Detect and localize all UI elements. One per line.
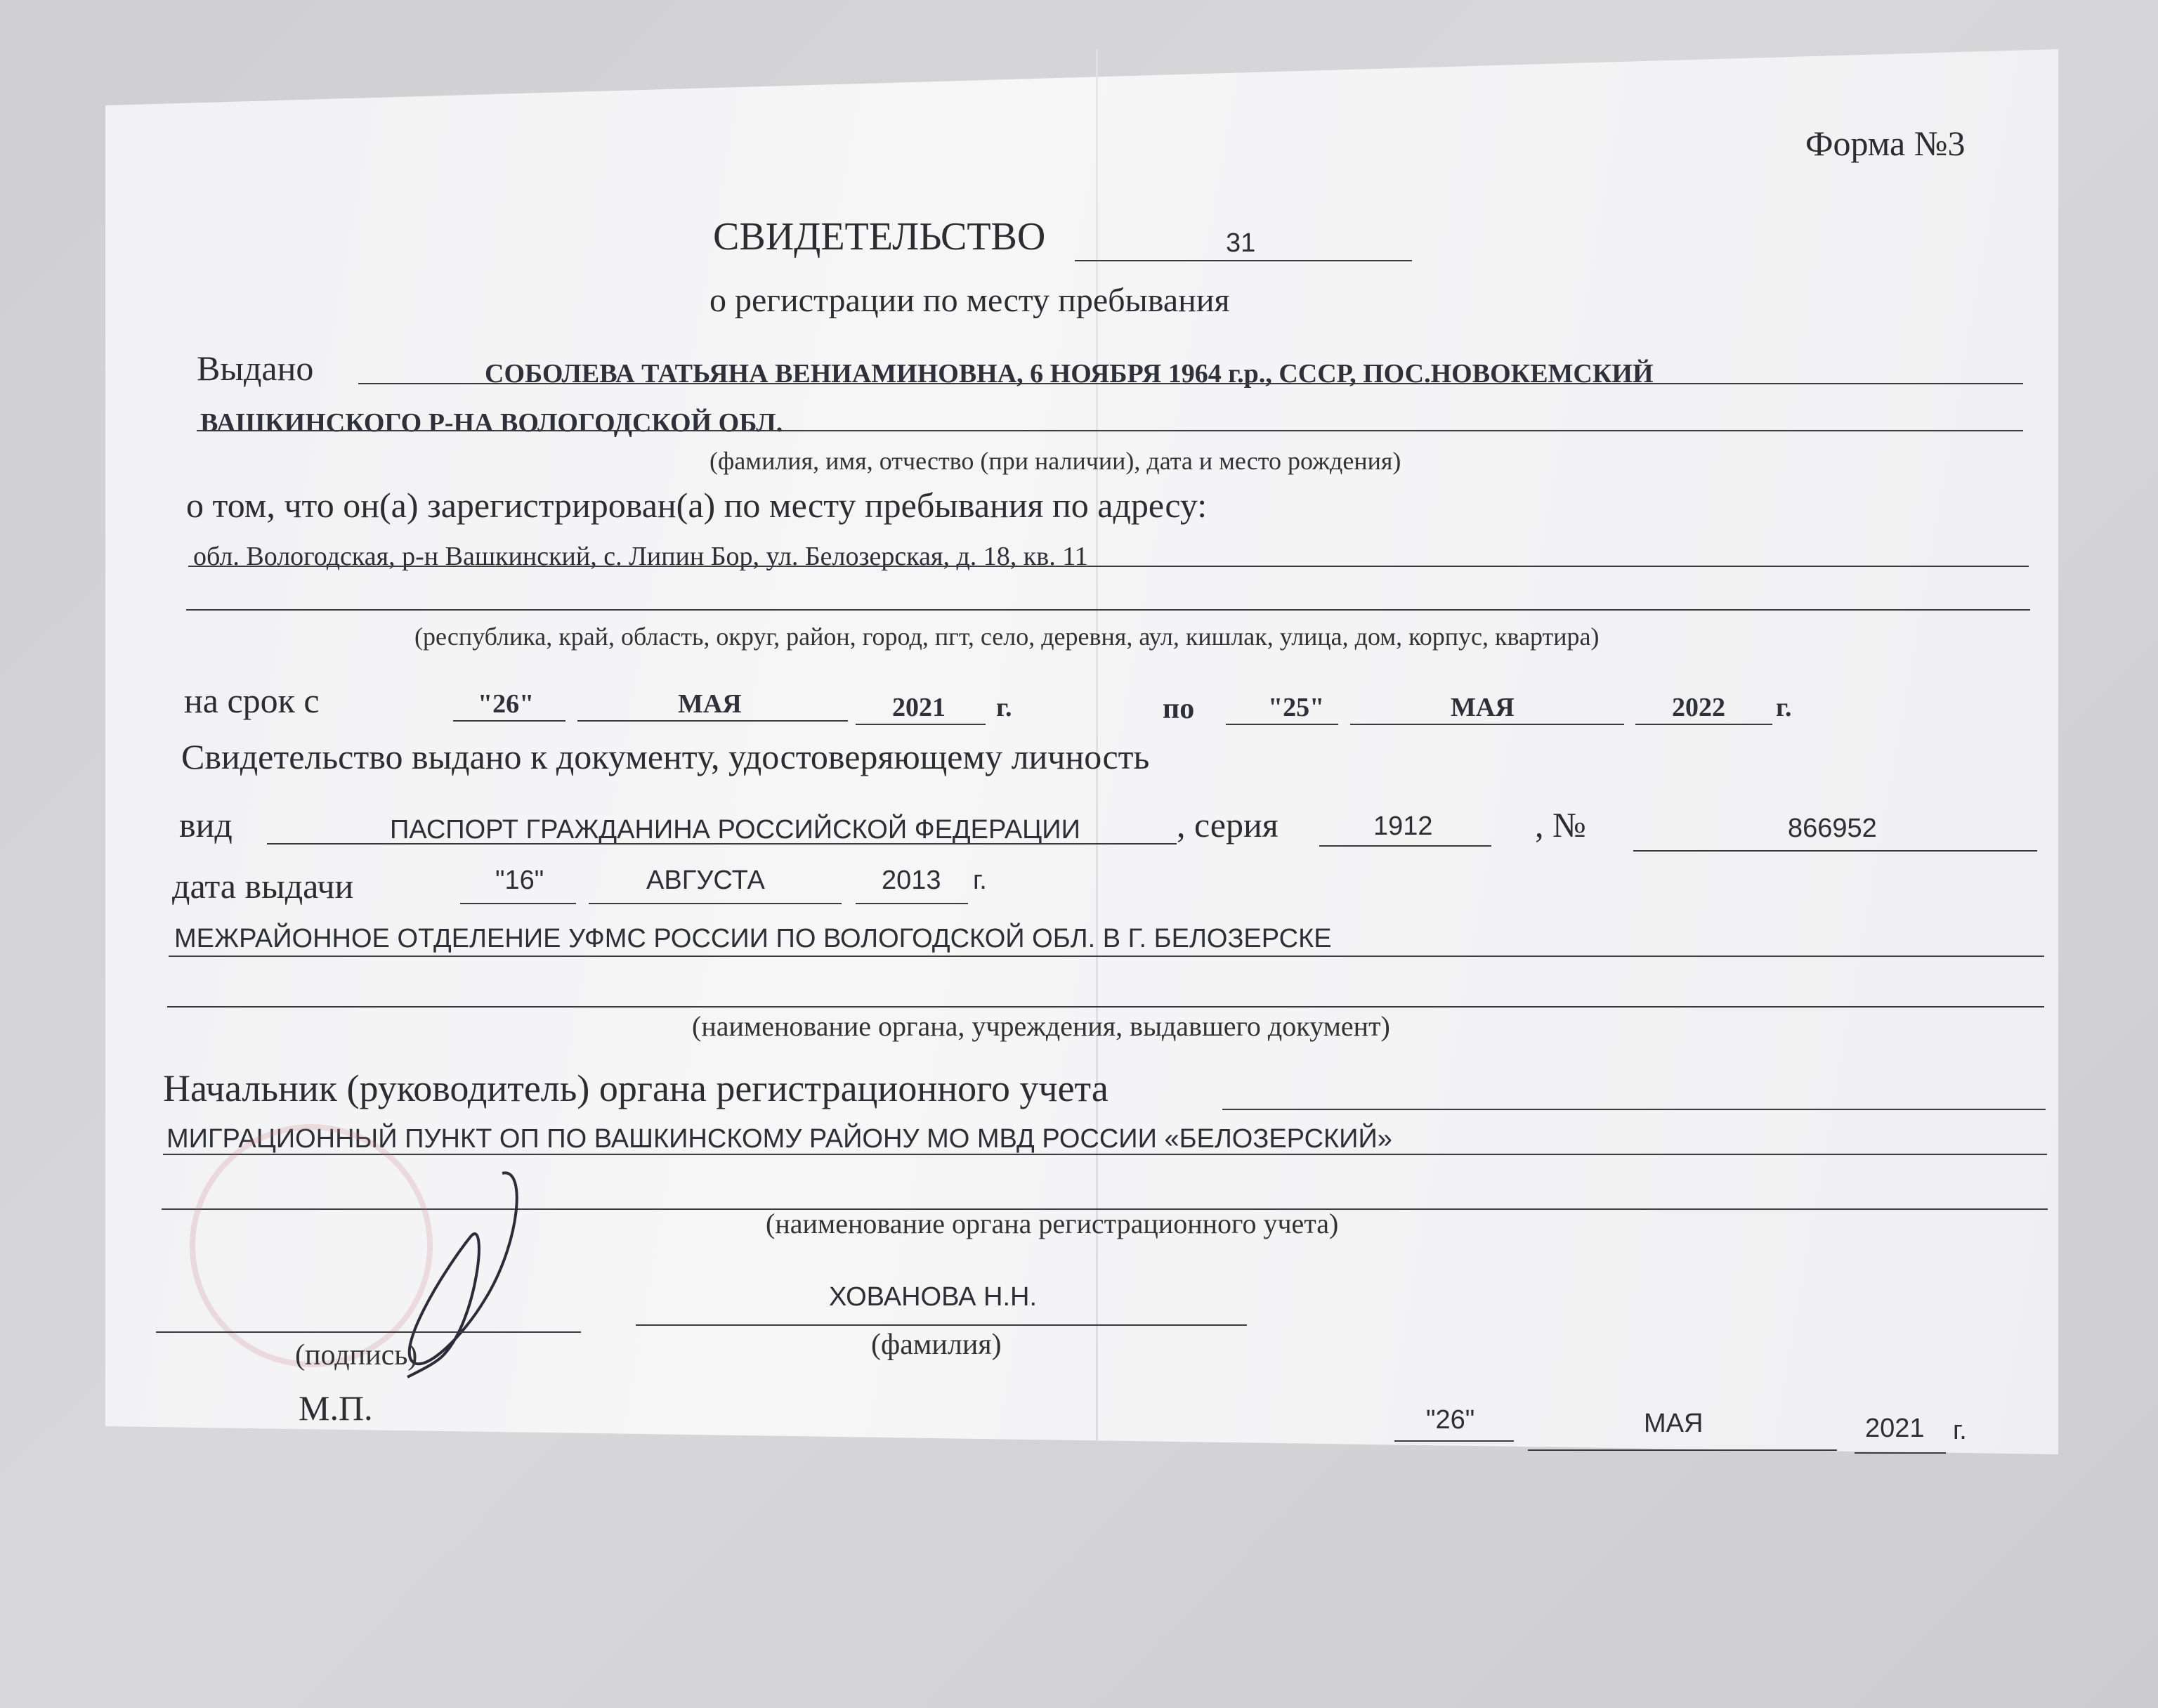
signature-caption: (подпись) — [295, 1339, 418, 1371]
sign-date-day-line — [1394, 1440, 1514, 1442]
term-label: на срок с — [184, 681, 320, 720]
address-underline — [188, 566, 2029, 567]
authority-caption: (наименование органа, учреждения, выдавшего документ) — [692, 1010, 1390, 1042]
issue-date-day-line — [460, 903, 576, 904]
sign-date-year: 2021 — [1865, 1414, 1925, 1443]
number-underline — [1633, 850, 2037, 852]
term-from-month-line — [577, 720, 848, 722]
signature-underline — [156, 1331, 581, 1333]
document-title: СВИДЕТЕЛЬСТВО — [713, 215, 1046, 259]
term-from-suffix: г. — [996, 693, 1012, 722]
reg-authority-underline — [163, 1154, 2047, 1155]
holder-line-1: СОБОЛЕВА ТАТЬЯНА ВЕНИАМИНОВНА, 6 НОЯБРЯ 1964 г.р., СССР, ПОС.НОВОКЕМСКИЙ — [485, 359, 1654, 389]
series-label: , серия — [1177, 805, 1279, 845]
number-value: 866952 — [1788, 814, 1877, 843]
surname-underline — [636, 1324, 1247, 1326]
document-subtitle: о регистрации по месту пребывания — [709, 282, 1230, 319]
series-underline — [1319, 845, 1491, 847]
issue-date-label: дата выдачи — [172, 866, 354, 906]
term-from-year-line — [856, 724, 986, 725]
term-to-month-line — [1350, 724, 1624, 725]
term-to-day-line — [1226, 724, 1338, 725]
term-from-day: "26" — [478, 689, 535, 719]
head-label: Начальник (руководитель) органа регистрационного учета — [163, 1067, 1109, 1109]
certificate-number-line — [1075, 260, 1412, 261]
term-from-month: МАЯ — [678, 689, 742, 719]
term-to-label: по — [1163, 693, 1195, 725]
term-to-year-line — [1635, 724, 1772, 725]
term-to-day: "25" — [1268, 693, 1325, 722]
certificate-number: 31 — [1226, 228, 1256, 258]
holder-caption: (фамилия, имя, отчество (при наличии), дата и место рождения) — [709, 447, 1401, 475]
term-to-year: 2022 — [1672, 693, 1725, 722]
term-from-year: 2021 — [892, 693, 946, 722]
address-underline-2 — [186, 609, 2030, 611]
address-line: обл. Вологодская, р-н Вашкинский, с. Липин Бор, ул. Белозерская, д. 18, кв. 11 — [193, 542, 1088, 571]
issue-date-year-line — [856, 903, 968, 904]
sign-date-day: "26" — [1426, 1405, 1475, 1435]
sign-date-month-line — [1528, 1449, 1837, 1451]
term-from-day-line — [453, 720, 565, 722]
stamp-label: М.П. — [299, 1388, 373, 1428]
series-value: 1912 — [1373, 811, 1433, 841]
issuing-authority: МЕЖРАЙОННОЕ ОТДЕЛЕНИЕ УФМС РОССИИ ПО ВОЛОГОДСКОЙ ОБЛ. В Г. БЕЛОЗЕРСКЕ — [174, 924, 1332, 953]
number-label: , № — [1535, 805, 1586, 845]
issue-date-day: "16" — [495, 866, 544, 895]
sign-date-month: МАЯ — [1644, 1409, 1703, 1438]
head-underline — [1222, 1109, 2046, 1110]
holder-line-2: ВАШКИНСКОГО Р-НА ВОЛОГОДСКОЙ ОБЛ. — [200, 408, 783, 438]
address-caption: (республика, край, область, округ, район, город, пгт, село, деревня, аул, кишлак, улица, дом, корпус, квартира) — [414, 622, 1600, 651]
doc-type-label: вид — [179, 805, 233, 845]
issuing-authority-underline-2 — [167, 1006, 2044, 1008]
issuing-authority-underline — [169, 956, 2044, 957]
doc-type-underline — [267, 843, 1177, 845]
sign-date-suffix: г. — [1953, 1416, 1967, 1445]
sign-date-year-line — [1855, 1452, 1946, 1454]
doc-type-value: ПАСПОРТ ГРАЖДАНИНА РОССИЙСКОЙ ФЕДЕРАЦИИ — [390, 815, 1080, 845]
reg-authority: МИГРАЦИОННЫЙ ПУНКТ ОП ПО ВАШКИНСКОМУ РАЙОНУ МО МВД РОССИИ «БЕЛОЗЕРСКИЙ» — [166, 1124, 1392, 1154]
reg-authority-caption: (наименование органа регистрационного учета) — [766, 1208, 1339, 1239]
term-to-month: МАЯ — [1451, 693, 1515, 722]
doc-issued-text: Свидетельство выдано к документу, удостоверяющему личность — [181, 737, 1150, 776]
issue-date-year: 2013 — [882, 866, 941, 895]
issue-date-month-line — [589, 903, 842, 904]
term-to-suffix: г. — [1776, 693, 1792, 722]
issue-date-suffix: г. — [973, 866, 987, 895]
issued-label: Выдано — [197, 348, 314, 388]
surname-caption: (фамилия) — [871, 1329, 1002, 1361]
issue-date-month: АВГУСТА — [646, 866, 765, 895]
holder-line-2-underline — [197, 430, 2023, 431]
holder-line-1-underline — [358, 383, 2023, 384]
registered-text: о том, что он(а) зарегистрирован(а) по месту пребывания по адресу: — [186, 485, 1208, 525]
surname-value: ХОВАНОВА Н.Н. — [829, 1282, 1038, 1312]
form-number: Форма №3 — [1805, 124, 1966, 163]
